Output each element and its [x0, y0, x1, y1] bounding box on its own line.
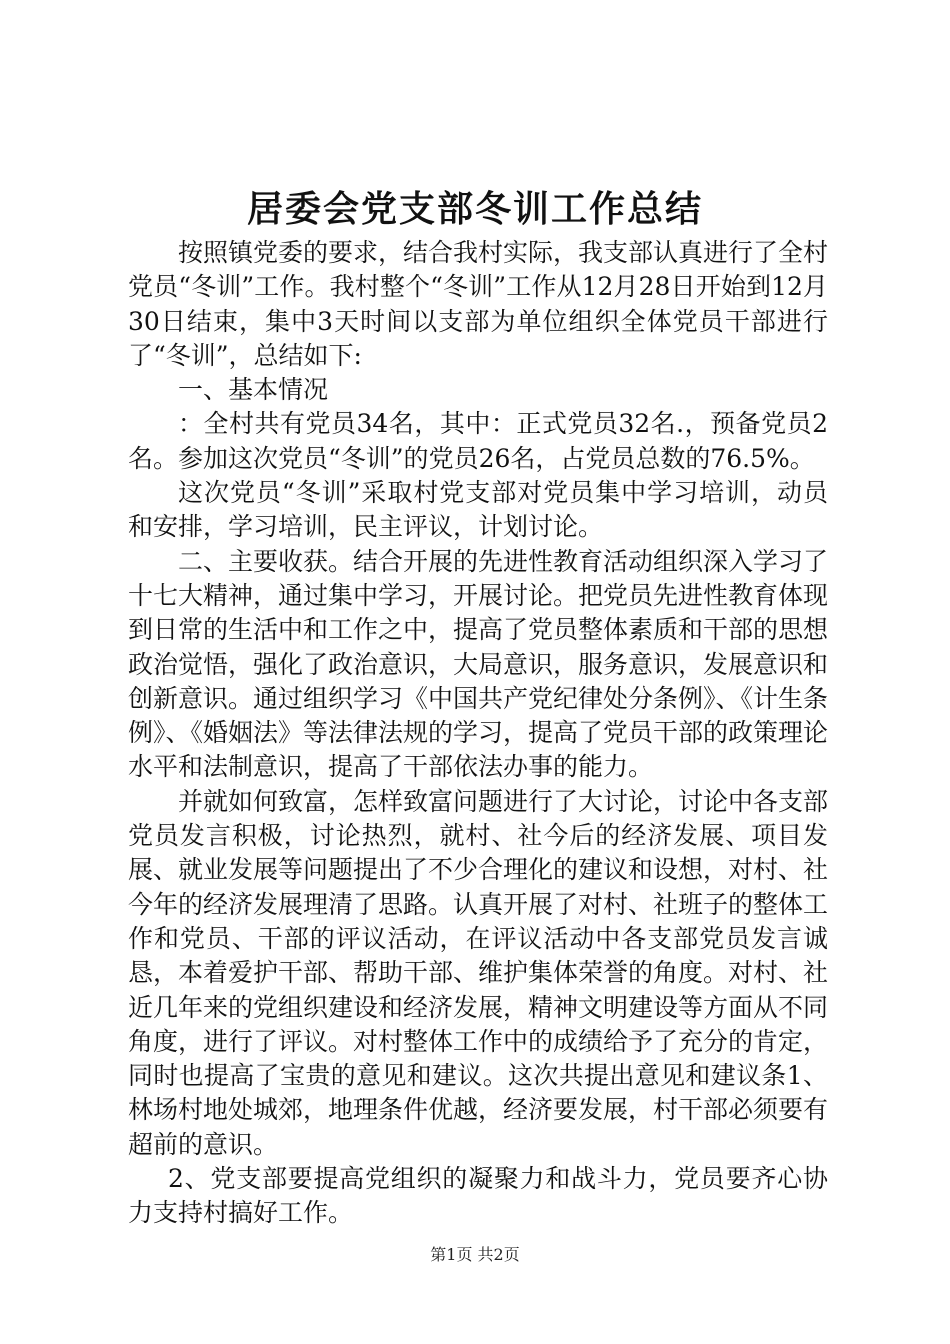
- paragraph-intro: 按照镇党委的要求，结合我村实际，我支部认真进行了全村党员“冬训”工作。我村整个“冬训”工作从12月28日开始到12月30日结束，集中3天时间以支部为单位组织全体党员干部进行了“冬训”，总结如下:: [128, 238, 829, 370]
- paragraph-training-method: 这次党员“冬训”采取村党支部对党员集中学习培训，动员和安排，学习培训，民主评议，计划讨论。: [128, 478, 828, 542]
- section-heading-basic-situation: 一、基本情况: [178, 375, 329, 405]
- page-number-footer: 第1页 共2页: [430, 1245, 520, 1264]
- document-title: 居委会党支部冬训工作总结: [246, 188, 703, 230]
- paragraph-discussion: 并就如何致富，怎样致富问题进行了大讨论，讨论中各支部党员发言积极，讨论热烈，就村、社今后的经济发展、项目发展、就业发展等问题提出了不少合理化的建议和设想，对村、社今年的经济发展理清了思路。认真开展了对村、社班子的整体工作和党员、干部的评议活动，在评议活动中各支部党员发言诚恳，本着爱护干部、帮助干部、维护集体荣誉的角度。对村、社近几年来的党组织建设和经济发展，精神文明建设等方面从不同角度，进行了评议。对村整体工作中的成绩给予了充分的肯定，同时也提高了宝贵的意见和建议。这次共提出意见和建议条1、林场村地处城郊，地理条件优越，经济要发展，村干部必须要有超前的意识。: [128, 786, 829, 1159]
- paragraph-point-2: 2、党支部要提高党组织的凝聚力和战斗力，党员要齐心协力支持村搞好工作。: [128, 1164, 828, 1228]
- paragraph-main-gains: 二、主要收获。结合开展的先进性教育活动组织深入学习了十七大精神，通过集中学习，开展讨论。把党员先进性教育体现到日常的生活中和工作之中，提高了党员整体素质和干部的思想政治觉悟，强化了政治意识，大局意识，服务意识，发展意识和创新意识。通过组织学习《中国共产党纪律处分条例》、《计生条例》、《婚姻法》等法律法规的学习，提高了党员干部的政策理论水平和法制意识，提高了干部依法办事的能力。: [128, 546, 829, 782]
- paragraph-member-stats: ：全村共有党员34名，其中：正式党员32名.，预备党员2名。参加这次党员“冬训”的党员26名，占党员总数的76.5%。: [128, 409, 828, 473]
- document-body: [128, 236, 828, 1231]
